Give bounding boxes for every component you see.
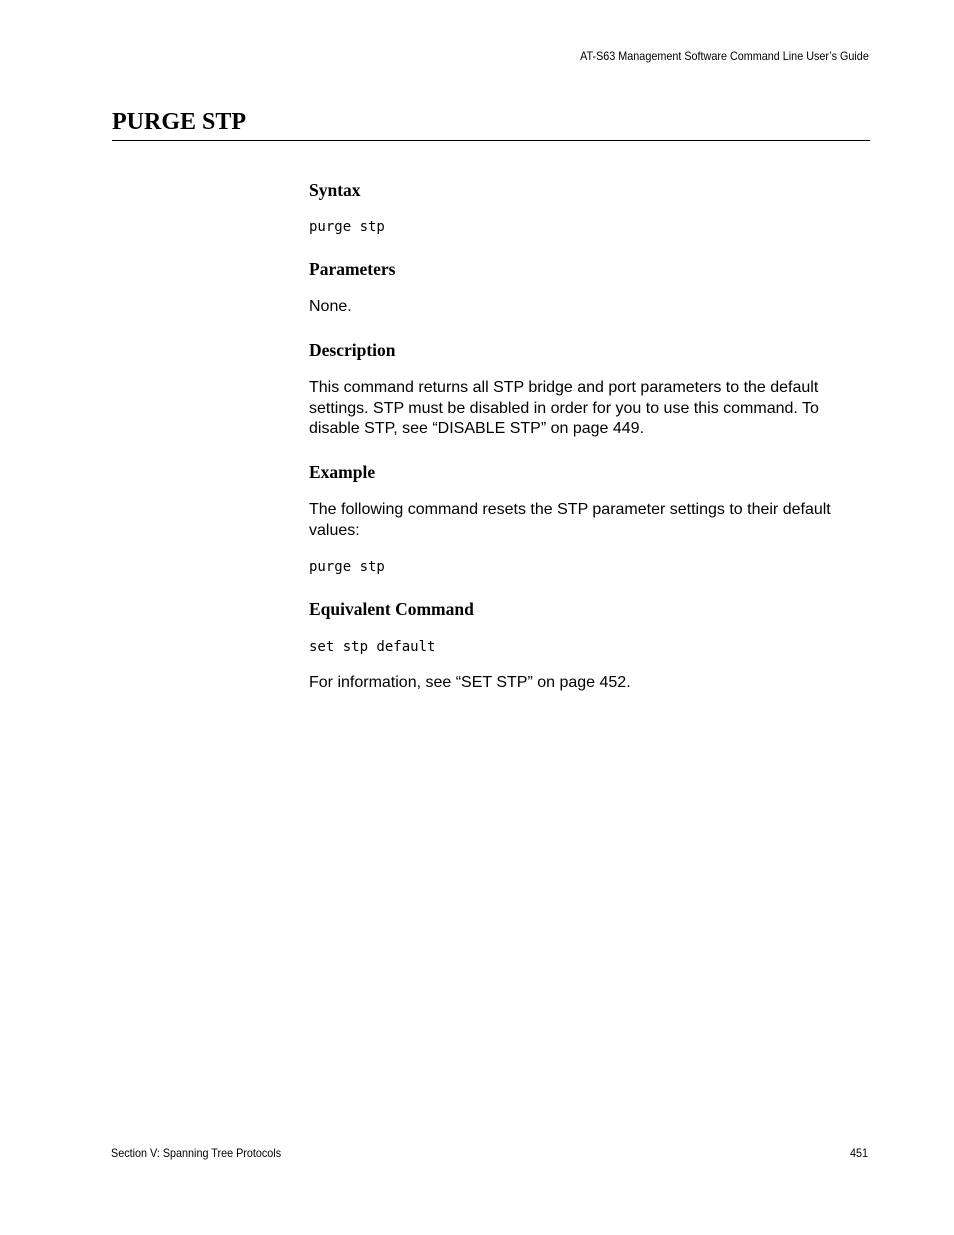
equivalent-command-heading: Equivalent Command (309, 599, 474, 619)
example-text: The following command resets the STP parameter settings to their default values: (309, 501, 831, 539)
page-title: PURGE STP (112, 109, 247, 135)
description-heading: Description (309, 340, 396, 360)
description-text: This command returns all STP bridge and port parameters to the default settings. STP must be disabled in order for you to use this command. To disable STP, see “DISABLE STP” on page 449. (309, 379, 819, 437)
parameters-text: None. (309, 298, 352, 315)
footer-page-number: 451 (849, 1146, 868, 1160)
equivalent-command-code: set stp default (309, 639, 436, 655)
footer-section-name: Section V: Spanning Tree Protocols (111, 1146, 282, 1160)
equivalent-command-text: For information, see “SET STP” on page 452. (309, 674, 631, 691)
title-rule (112, 140, 870, 141)
example-code: purge stp (309, 559, 385, 575)
syntax-heading: Syntax (309, 180, 361, 200)
example-heading: Example (309, 462, 376, 482)
syntax-code: purge stp (309, 219, 385, 235)
parameters-heading: Parameters (309, 259, 396, 279)
running-header: AT-S63 Management Software Command Line User’s Guide (580, 49, 869, 63)
